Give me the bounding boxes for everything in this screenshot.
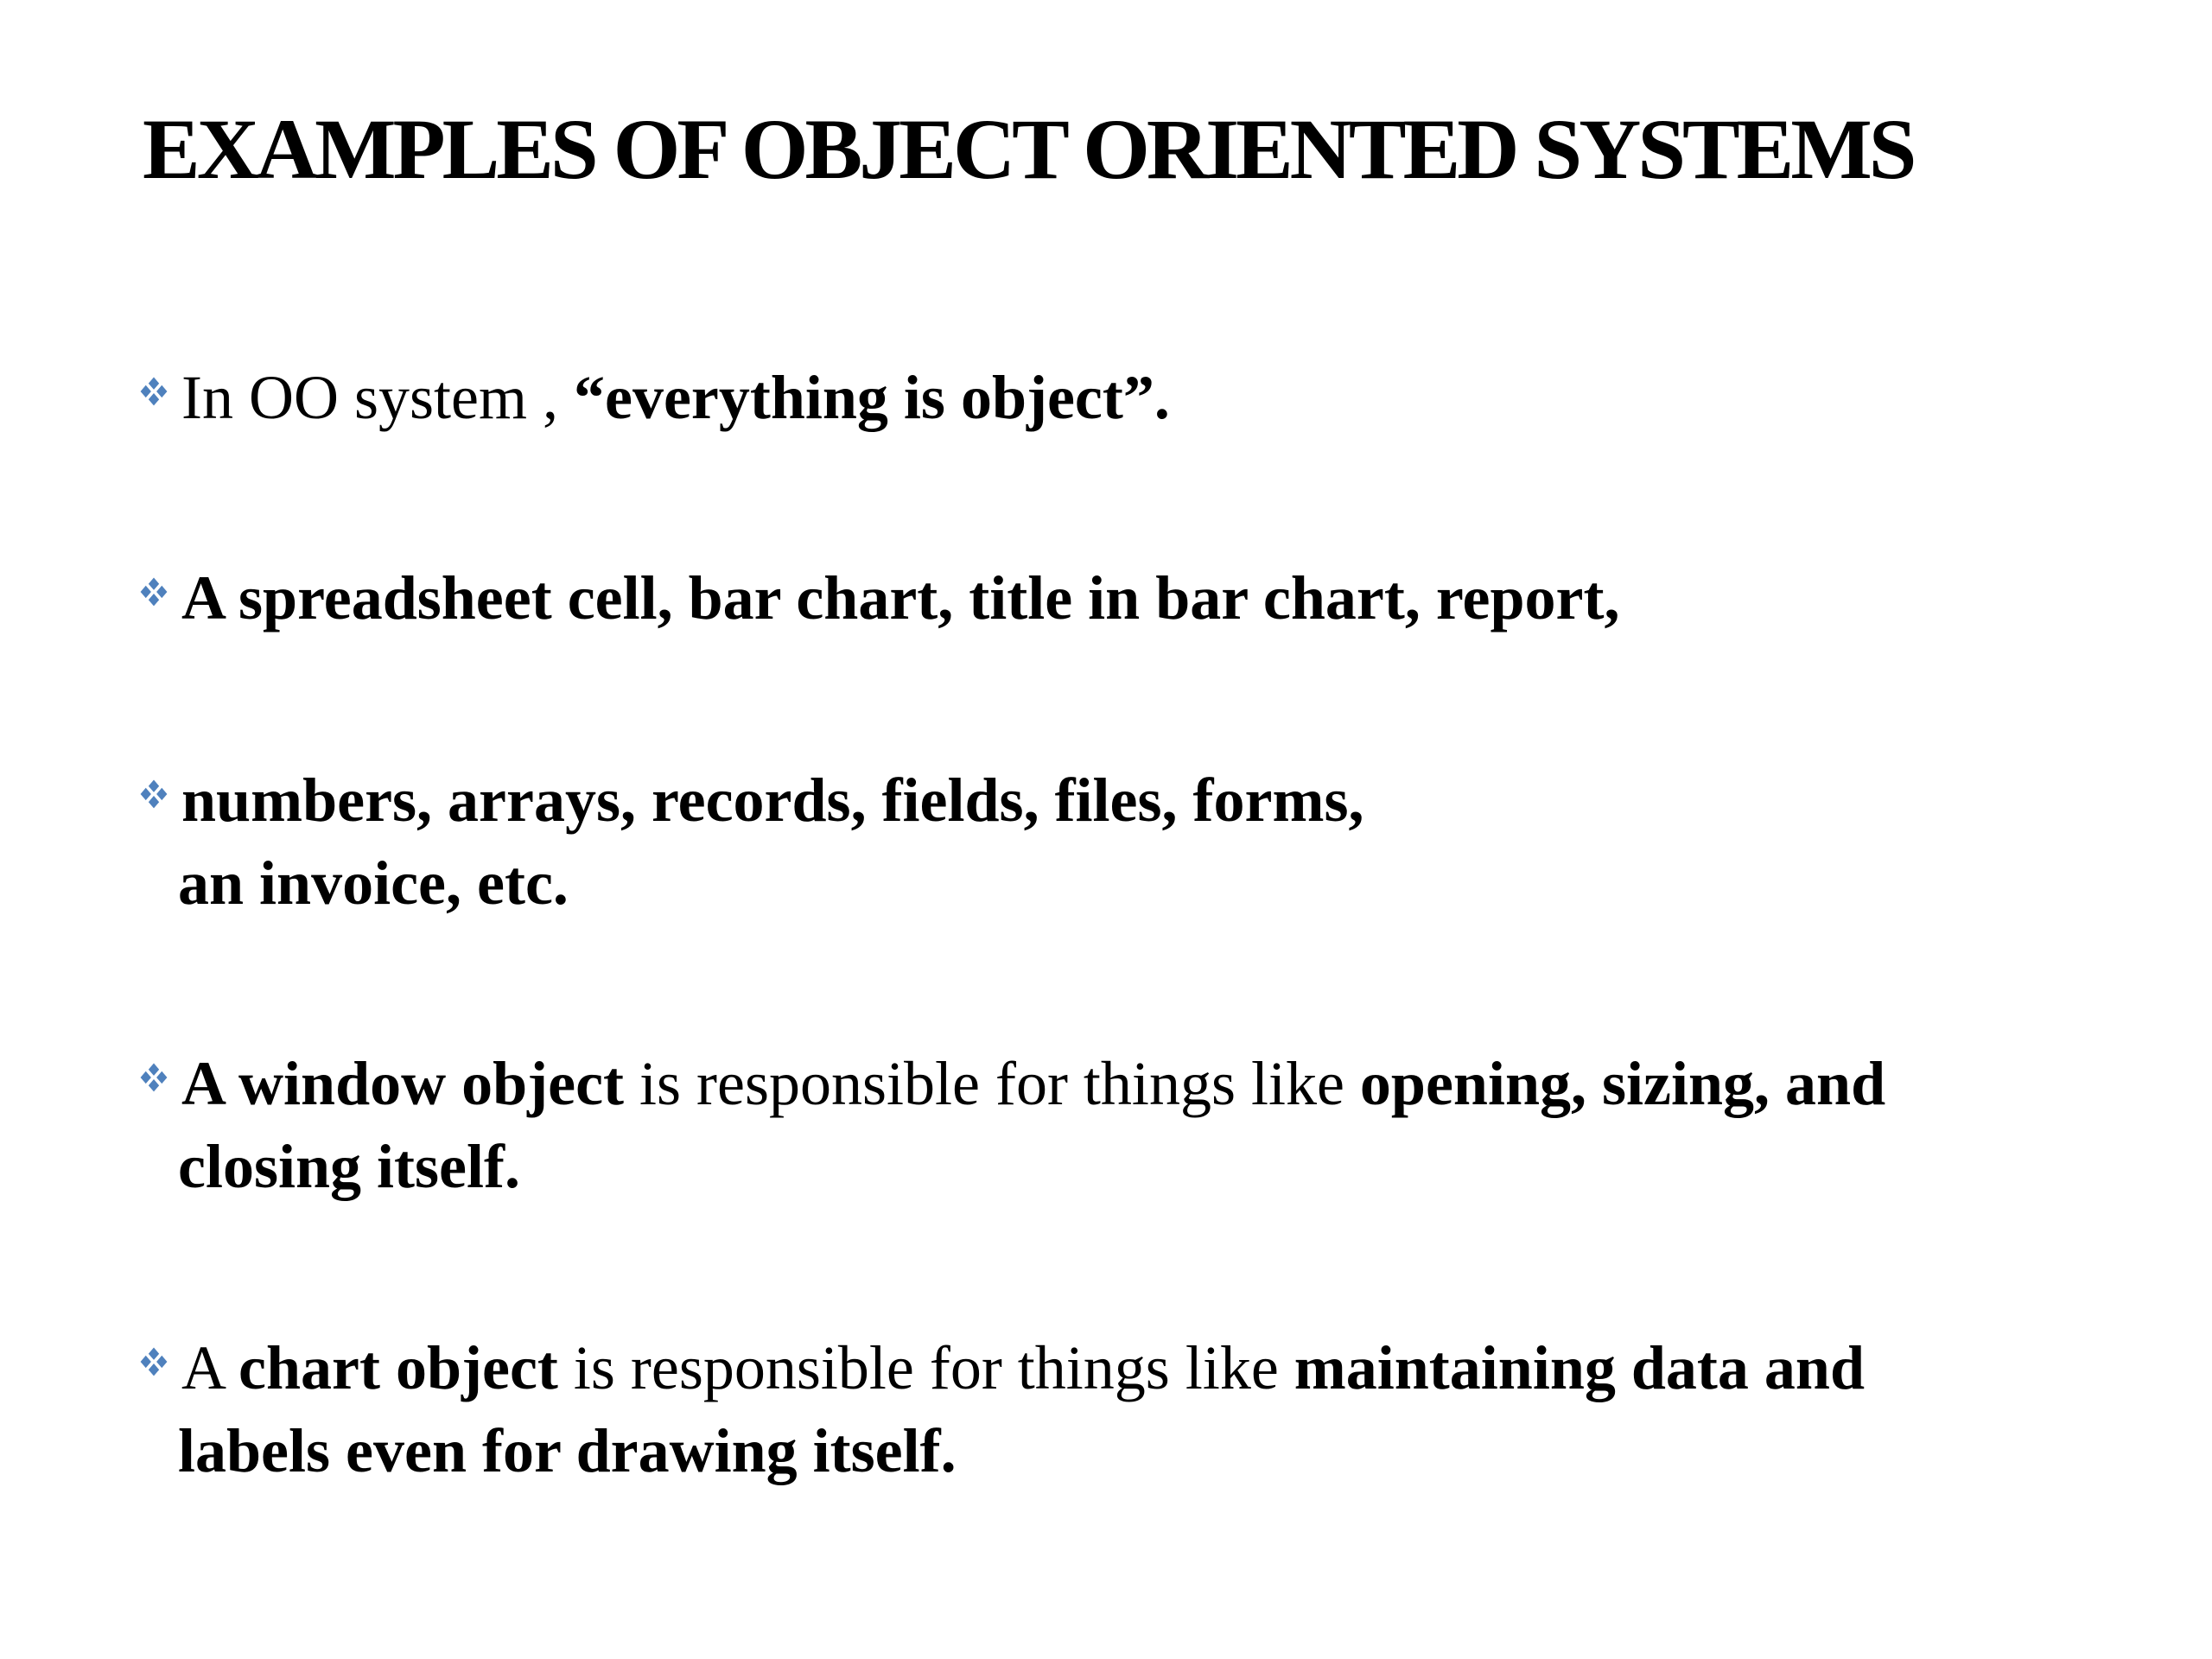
- bullet-text-bold: chart object: [238, 1333, 558, 1402]
- diamond-bullet-icon: [137, 764, 181, 826]
- bullet-text: is responsible for things like: [624, 1049, 1360, 1118]
- bullet-line: [137, 1326, 2124, 1409]
- bullet-item-3: [137, 759, 2124, 925]
- bullet-text-bold: numbers, arrays, records, fields, files, forms,: [181, 766, 1364, 835]
- bullet-text-bold: an invoice, etc.: [178, 849, 569, 918]
- bullet-line-continuation: [137, 1125, 2124, 1208]
- diamond-bullet-icon: [137, 562, 181, 624]
- bullet-text-bold: A spreadsheet cell, bar chart, title in bar chart, report,: [181, 563, 1620, 632]
- slide-title: EXAMPLES OF OBJECT ORIENTED SYSTEMS: [143, 101, 1914, 197]
- bullet-line-continuation: [137, 842, 2124, 925]
- bullet-text-bold: maintaining data and: [1294, 1333, 1865, 1402]
- bullet-text: In OO system ,: [181, 363, 574, 432]
- bullet-line: [137, 1042, 2124, 1125]
- bullet-line: [137, 759, 2124, 842]
- bullet-text-bold: labels even for drawing itself.: [178, 1416, 957, 1485]
- diamond-bullet-icon: [137, 1047, 181, 1109]
- bullet-text-bold: opening, sizing, and: [1359, 1049, 1886, 1118]
- bullet-item-1: [137, 356, 2124, 439]
- bullet-line-continuation: [137, 1409, 2124, 1492]
- bullet-text-bold: closing itself.: [178, 1132, 520, 1201]
- bullet-item-5: [137, 1326, 2124, 1492]
- diamond-bullet-icon: [137, 361, 181, 423]
- bullet-text-bold: A window object: [181, 1049, 625, 1118]
- diamond-bullet-icon: [137, 1332, 181, 1394]
- bullet-line: [137, 356, 2124, 439]
- bullet-item-2: [137, 556, 2124, 639]
- bullet-text: A: [181, 1333, 239, 1402]
- bullet-text-bold: “everything is object”.: [573, 363, 1170, 432]
- bullet-item-4: [137, 1042, 2124, 1208]
- bullet-line: [137, 556, 2124, 639]
- bullet-text: is responsible for things like: [557, 1333, 1294, 1402]
